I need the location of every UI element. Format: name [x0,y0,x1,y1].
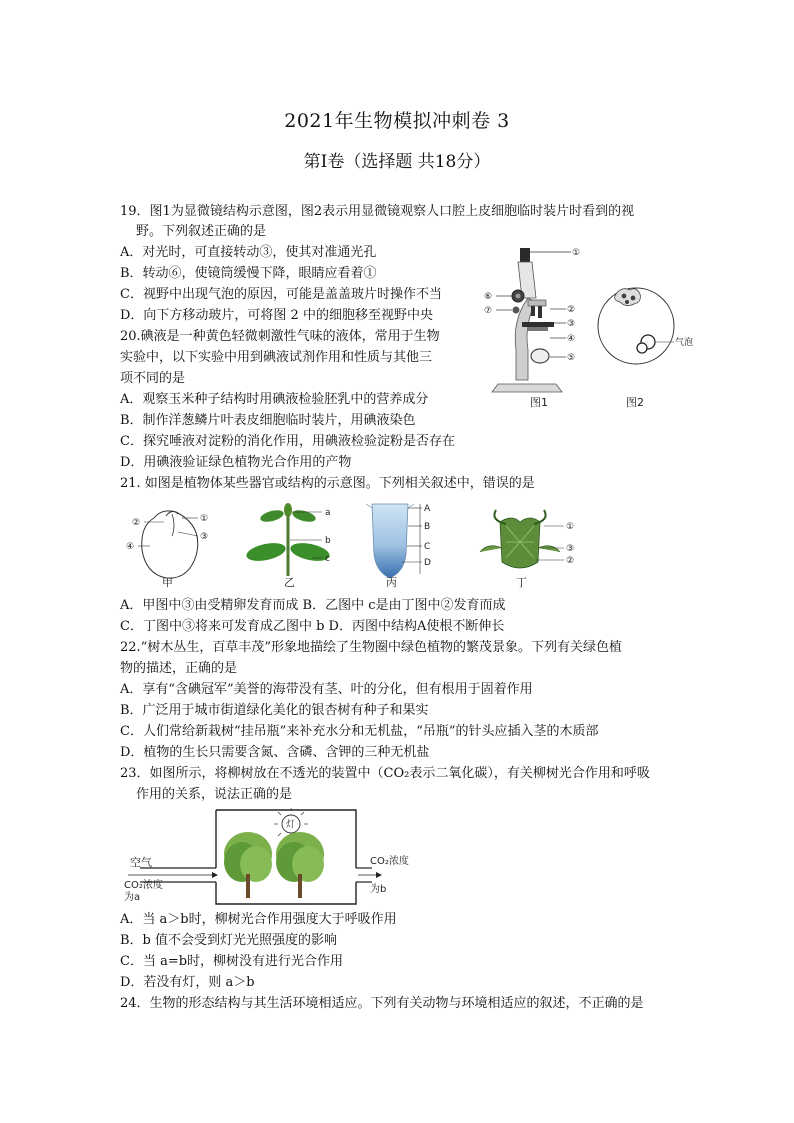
q20-stem-line1: 20.碘液是一种黄色轻微刺激性气味的液体，常用于生物 [120,329,440,344]
yi-label-c: c [325,554,330,564]
micro-label-6: ⑥ [484,292,493,302]
q22-option-a: A．享有“含碘冠军”美誉的海带没有茎、叶的分化，但有根用于固着作用 [120,682,533,697]
q23-option-a: A．当 a＞b时，柳树光合作用强度大于呼吸作用 [120,912,397,927]
page-title: 2021年生物模拟冲刺卷 3 [284,110,510,132]
bing-label-a: A [424,504,431,514]
q20-option-c: C．探究唾液对淀粉的消化作用，用碘液检验淀粉是否存在 [120,434,455,449]
micro-label-5: ⑤ [567,353,576,363]
q23-option-d: D．若没有灯，则 a＞b [120,975,255,990]
plant-organs-figure [120,498,620,590]
q23-stem-line2: 作用的关系，说法正确的是 [136,787,293,802]
caption-ding: 丁 [516,576,527,589]
figure-2-caption: 图2 [626,396,644,409]
yi-label-b: b [325,536,331,546]
air-label: 空气 [130,856,152,869]
q22-option-c: C．人们常给新栽树“挂吊瓶”来补充水分和无机盐，“吊瓶”的针头应插入茎的木质部 [120,724,599,739]
ding-label-3: ③ [566,544,575,554]
outlet-co2-label: CO₂浓度 [370,856,409,867]
q22-stem-line2: 物的描述，正确的是 [120,661,238,676]
caption-yi: 乙 [284,576,295,589]
q20-stem-line3: 项不同的是 [120,371,186,386]
q19-stem-line1: 19．图1为显微镜结构示意图，图2表示用显微镜观察人口腔上皮细胞临时装片时看到的视 [120,204,635,219]
bubble-label: 气泡 [675,338,694,348]
bing-label-b: B [424,522,431,532]
figure-1-caption: 图1 [530,396,548,409]
q19-option-a: A．对光时，可直接转动③，使其对准通光孔 [120,245,377,260]
jia-label-4: ④ [126,542,135,552]
q23-option-b: B．b 值不会受到灯光光照强度的影响 [120,933,338,948]
willow-apparatus-figure [120,806,450,908]
inlet-value-label: 为a [124,892,141,903]
q19-option-c: C．视野中出现气泡的原因，可能是盖盖玻片时操作不当 [120,287,442,302]
q20-option-b: B．制作洋葱鳞片叶表皮细胞临时装片，用碘液染色 [120,413,416,428]
lamp-label: 灯 [286,820,296,830]
microscope-figure [476,240,706,410]
inlet-co2-label: CO₂浓度 [124,880,163,891]
q19-option-d: D．向下方移动玻片，可将图 2 中的细胞移至视野中央 [120,308,433,323]
q24-stem: 24．生物的形态结构与其生活环境相适应。下列有关动物与环境相适应的叙述，不正确的是 [120,996,644,1011]
q20-option-d: D．用碘液验证绿色植物光合作用的产物 [120,455,352,470]
q23-stem-line1: 23．如图所示，将柳树放在不透光的装置中（CO₂表示二氧化碳），有关柳树光合作用和呼吸 [120,766,650,781]
q21-options-ab: A．甲图中③由受精卵发育而成 B．乙图中 c是由丁图中②发育而成 [120,598,506,613]
jia-label-2: ② [132,518,141,528]
caption-jia: 甲 [162,576,173,589]
yi-label-a: a [325,508,331,518]
q21-options-cd: C．丁图中③将来可发育成乙图中 b D．丙图中结构A使根不断伸长 [120,619,505,634]
q19-option-b: B．转动⑥，使镜筒缓慢下降，眼睛应看着① [120,266,377,281]
q19-stem-line2: 野。下列叙述正确的是 [136,224,267,239]
q20-stem-line2: 实验中，以下实验中用到碘液试剂作用和性质与其他三 [120,350,433,365]
micro-label-4: ④ [567,334,576,344]
jia-label-1: ① [200,514,209,524]
ding-label-1: ① [566,522,575,532]
caption-bing: 丙 [386,576,397,589]
q23-option-c: C．当 a=b时，柳树没有进行光合作用 [120,954,344,969]
q22-stem-line1: 22.“树木丛生，百草丰茂”形象地描绘了生物圈中绿色植物的繁茂景象。下列有关绿色植 [120,640,622,655]
micro-label-2: ② [567,305,576,315]
ding-label-2: ② [566,556,575,566]
micro-label-7: ⑦ [484,306,493,316]
bing-label-d: D [424,558,431,568]
micro-label-1: ① [572,248,581,258]
q22-option-b: B．广泛用于城市街道绿化美化的银杏树有种子和果实 [120,703,429,718]
micro-label-3: ③ [567,319,576,329]
bing-label-c: C [424,542,431,552]
section-subtitle: 第Ⅰ卷（选择题 共18分） [303,152,491,172]
jia-label-3: ③ [200,532,209,542]
q20-option-a: A．观察玉米种子结构时用碘液检验胚乳中的营养成分 [120,392,429,407]
outlet-value-label: 为b [370,884,387,895]
q22-option-d: D．植物的生长只需要含氮、含磷、含钾的三种无机盐 [120,745,430,760]
q21-stem: 21. 如图是植物体某些器官或结构的示意图。下列相关叙述中，错误的是 [120,476,535,491]
